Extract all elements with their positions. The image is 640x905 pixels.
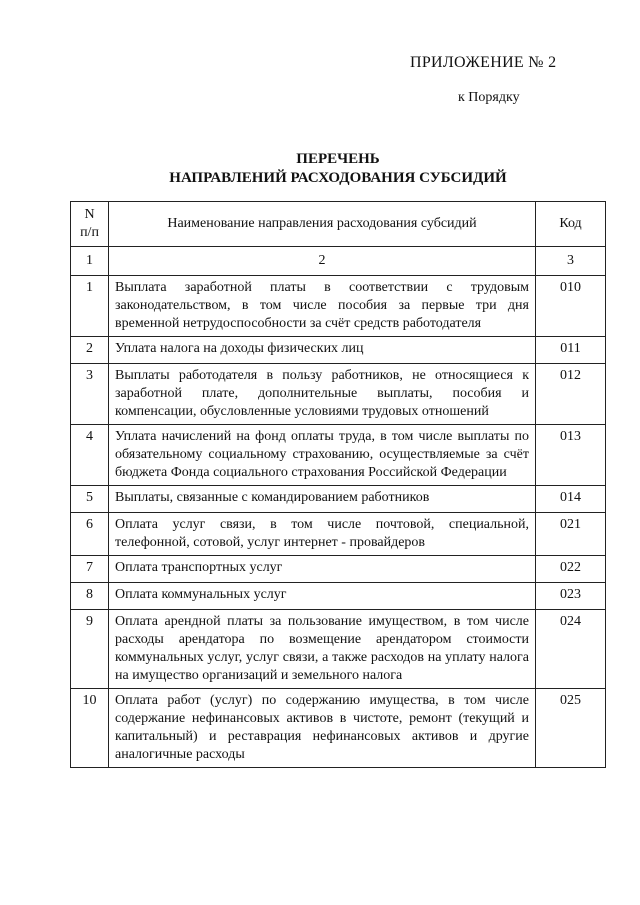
row-num: 7 bbox=[71, 556, 109, 583]
row-num: 10 bbox=[71, 689, 109, 768]
table-row bbox=[71, 337, 606, 364]
row-num: 8 bbox=[71, 583, 109, 610]
header-num bbox=[71, 202, 109, 247]
column-number-1: 1 bbox=[71, 247, 109, 276]
expenditure-table bbox=[70, 201, 606, 768]
table-row bbox=[71, 425, 606, 486]
table-row bbox=[71, 513, 606, 556]
row-code: 012 bbox=[536, 364, 606, 425]
row-num: 6 bbox=[71, 513, 109, 556]
table-row bbox=[71, 583, 606, 610]
title-line-1: ПЕРЕЧЕНЬ bbox=[296, 151, 380, 167]
appendix-number: ПРИЛОЖЕНИЕ № 2 bbox=[410, 54, 557, 71]
row-code: 023 bbox=[536, 583, 606, 610]
row-code: 024 bbox=[536, 610, 606, 689]
document-title bbox=[70, 150, 606, 188]
column-number-3: 3 bbox=[536, 247, 606, 276]
row-code: 011 bbox=[536, 337, 606, 364]
row-code: 021 bbox=[536, 513, 606, 556]
row-code: 010 bbox=[536, 276, 606, 337]
header-num-n: N bbox=[84, 207, 95, 222]
column-numbers-row bbox=[71, 247, 606, 276]
row-name: Оплата услуг связи, в том числе почтовой, специальной, телефонной, сотовой, услуг интернет - провайдеров bbox=[109, 513, 536, 556]
row-name: Выплаты, связанные с командированием работников bbox=[109, 486, 536, 513]
title-line-2: НАПРАВЛЕНИЙ РАСХОДОВАНИЯ СУБСИДИЙ bbox=[169, 170, 507, 186]
row-num: 5 bbox=[71, 486, 109, 513]
table-row bbox=[71, 689, 606, 768]
row-name: Уплата налога на доходы физических лиц bbox=[109, 337, 536, 364]
row-name: Оплата транспортных услуг bbox=[109, 556, 536, 583]
table-row bbox=[71, 486, 606, 513]
table-row bbox=[71, 276, 606, 337]
table-row bbox=[71, 556, 606, 583]
header-code: Код bbox=[536, 202, 606, 247]
header-num-pp: п/п bbox=[80, 225, 99, 240]
row-num: 9 bbox=[71, 610, 109, 689]
row-name: Выплаты работодателя в пользу работников, не относящиеся к заработной плате, дополнительные выплаты, пособия и компенсации, обусловленные условиями трудовых отношений bbox=[109, 364, 536, 425]
table-row bbox=[71, 364, 606, 425]
row-code: 014 bbox=[536, 486, 606, 513]
header-name: Наименование направления расходования субсидий bbox=[109, 202, 536, 247]
row-code: 013 bbox=[536, 425, 606, 486]
row-name: Выплата заработной платы в соответствии с трудовым законодательством, в том числе пособия за первые три дня временной нетрудоспособности за счёт средств работодателя bbox=[109, 276, 536, 337]
row-num: 4 bbox=[71, 425, 109, 486]
row-code: 025 bbox=[536, 689, 606, 768]
row-num: 1 bbox=[71, 276, 109, 337]
row-name: Оплата работ (услуг) по содержанию имущества, в том числе содержание нефинансовых активов в чистоте, ремонт (текущий и капитальный) и реставрация нефинансовых активов и другие аналогичные расходы bbox=[109, 689, 536, 768]
column-number-2: 2 bbox=[109, 247, 536, 276]
row-code: 022 bbox=[536, 556, 606, 583]
row-num: 2 bbox=[71, 337, 109, 364]
appendix-reference: к Порядку bbox=[458, 90, 520, 105]
row-name: Оплата коммунальных услуг bbox=[109, 583, 536, 610]
row-name: Уплата начислений на фонд оплаты труда, в том числе выплаты по обязательному социальному страхованию, осуществляемые за счёт бюджета Фонда социального страхования Российской Федерации bbox=[109, 425, 536, 486]
row-num: 3 bbox=[71, 364, 109, 425]
table-header-row bbox=[71, 202, 606, 247]
table-row bbox=[71, 610, 606, 689]
row-name: Оплата арендной платы за пользование имуществом, в том числе расходы арендатора по возмещение арендатором стоимости коммунальных услуг, услуг связи, а также расходов на уплату налога на имущество организаций и земельного налога bbox=[109, 610, 536, 689]
